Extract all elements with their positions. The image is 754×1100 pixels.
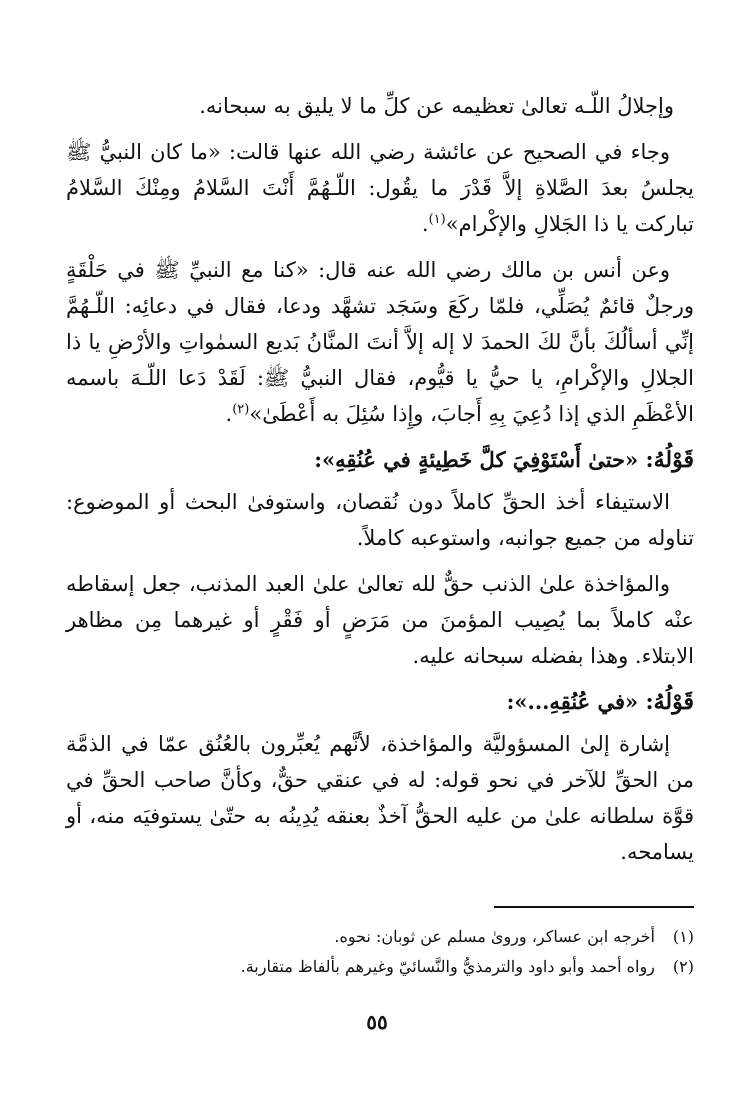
footnote-number: (٢) [672,957,694,976]
paragraph-text: إشارة إلىٰ المسؤوليَّة والمؤاخذة، لأنَّهم يُعبِّرون بالعُنُق عمّا في الذمَّة من الحقِّ للآخر في نحو قوله: له في عنقي حقٌّ، وكأنَّ صاحب الحقِّ في قوَّة سلطانه علىٰ من عليه الحقُّ آخذٌ بعنقه يُدِينُه به حتّىٰ يستوفيَه منه، أو يسامحه. [66,732,694,864]
section-heading-unuq [66,684,694,720]
footnote-ref-2[interactable]: (٢) [232,402,250,417]
page-number: ٥٥ [366,1010,388,1034]
footnote-ref-1[interactable]: (١) [428,212,446,227]
footnote-2 [66,952,694,982]
paragraph-anas-hadith: وعن أنس بن مالك رضي الله عنه قال: «كنا مع النبيِّ ﷺ في حَلْقَةٍ ورجلٌ قائمٌ يُصَلِّي، فلمّا ركَعَ وسَجَد تشهَّد ودعا، فقال في دعائِه: اللّـهُمَّ إنِّي أسألُكَ بأنَّ لكَ الحمدَ لا إله إلاَّ أنتَ المنَّانُ بَديع السمٰواتِ والأرْضِ يا ذا الجلالِ والإكْرامِ، يا حيُّ يا قيُّوم، فقال النبيُّ ﷺ: لَقَدْ دَعا اللّـهَ باسمه الأعْظَمِ الذي إذا دُعِيَ بِهِ أَجابَ، وإِذا سُئِلَ به أَعْطَىٰ»$^{(٢)}$. [66,258,694,426]
footnote-number: (١) [672,927,694,946]
footnotes [66,922,694,982]
heading-quote: «حتىٰ أَسْتَوْفِيَ كلَّ خَطِيئةٍ في عُنُقِهِ»: [314,447,639,472]
footnote-text: رواه أحمد وأبو داود والترمذيُّ والنَّسائيّ وغيرهم بألفاظ متقاربة. [240,957,655,976]
heading-quote: «في عُنُقِهِ...»: [506,689,639,714]
heading-lead: قَوْلُهُ: [645,689,694,715]
footnote-text: أخرجه ابن عساكر، وروىٰ مسلم عن ثوبان: نحوه. [334,927,655,946]
paragraph-text: وإجلالُ اللّـه تعالىٰ تعظيمه عن كلِّ ما لا يليق به سبحانه. [199,94,674,118]
section-heading-istifa [66,442,694,478]
paragraph-muakhadha [66,566,694,674]
paragraph-majesty [66,88,694,124]
paragraph-text: والمؤاخذة علىٰ الذنب حقٌّ لله تعالىٰ علىٰ العبد المذنب، جعل إسقاطه عنْه كاملاً بما يُصِيب المؤمنَ من مَرَضٍ أو فَقْرٍ أو غيرهما مِن مظاهر الابتلاء. وهذا بفضله سبحانه عليه. [66,572,694,668]
paragraph-text: الاستيفاء أخذ الحقِّ كاملاً دون نُقصان، واستوفىٰ البحث أو الموضوع: تناوله من جميع جوانبه، واستوعبه كاملاً. [66,490,694,550]
heading-lead: قَوْلُهُ: [645,447,694,473]
page-body [66,88,694,880]
footnote-divider [494,906,694,908]
paragraph-unuq-explanation [66,726,694,870]
footnote-1 [66,922,694,952]
paragraph-aisha-hadith: وجاء في الصحيح عن عائشة رضي الله عنها قالت: «ما كان النبيُّ ﷺ يجلسُ بعدَ الصَّلاةِ إلاَّ قَدْرَ ما يقُول: اللّـهُمَّ أَنْتَ السَّلامُ ومِنْكَ السَّلامُ تباركت يا ذا الجَلالِ والإكْرام»$^{(١)}$. [66,140,694,236]
paragraph-text: وعن أنس بن مالك رضي الله عنه قال: «كنا مع النبيِّ ﷺ في حَلْقَةٍ ورجلٌ قائمٌ يُصَلِّي، فلمّا ركَعَ وسَجَد تشهَّد ودعا، فقال في دعائِه: اللّـهُمَّ إنِّي أسألُكَ بأنَّ لكَ الحمدَ لا إله إلاَّ أنتَ المنَّانُ بَديع السمٰواتِ والأرْضِ يا ذا الجلالِ والإكْرامِ، يا حيُّ يا قيُّوم، فقال النبيُّ ﷺ: لَقَدْ دَعا اللّـهَ باسمه الأعْظَمِ الذي إذا دُعِيَ بِهِ أَجابَ، وإِذا سُئِلَ به أَعْطَىٰ» [66,258,694,426]
paragraph-text: وجاء في الصحيح عن عائشة رضي الله عنها قالت: «ما كان النبيُّ ﷺ يجلسُ بعدَ الصَّلاةِ إلاَّ قَدْرَ ما يقُول: اللّـهُمَّ أَنْتَ السَّلامُ ومِنْكَ السَّلامُ تباركت يا ذا الجَلالِ والإكْرام» [66,140,694,236]
paragraph-istifa-definition [66,484,694,556]
